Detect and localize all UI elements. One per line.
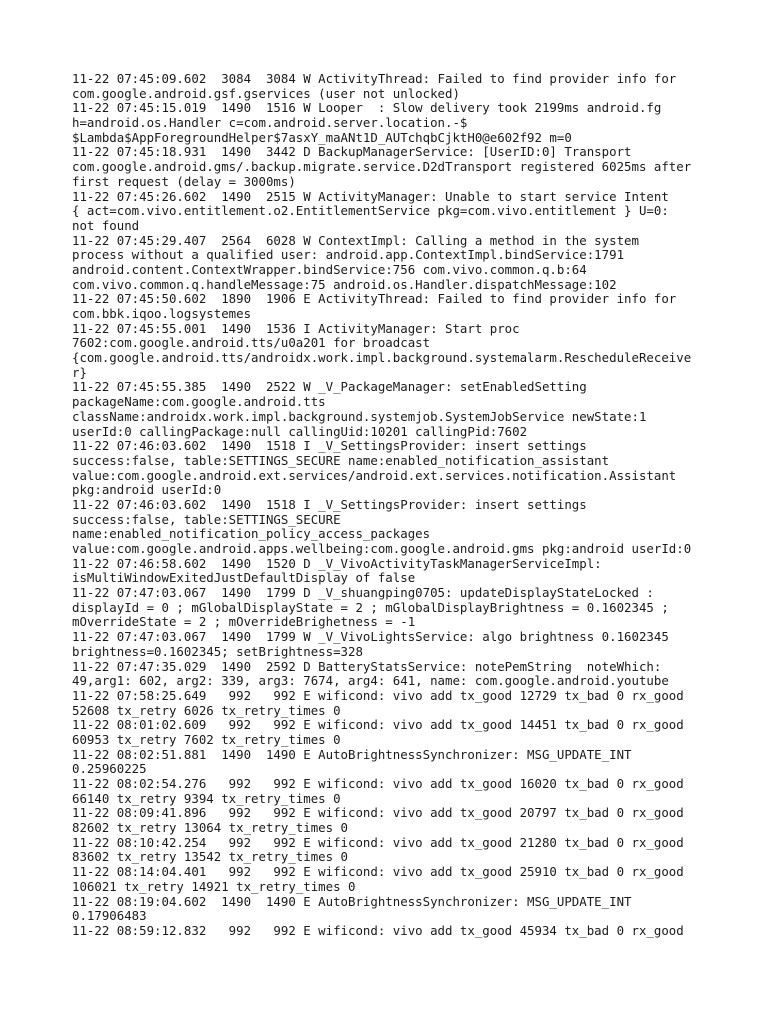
log-line: 11-22 08:19:04.602 1490 1490 E AutoBrightnessSynchronizer: MSG_UPDATE_INT bbox=[72, 893, 632, 909]
log-line: 11-22 07:47:03.067 1490 1799 W _V_VivoLightsService: algo brightness 0.1602345 bbox=[72, 629, 669, 645]
log-line: className:androidx.work.impl.background.systemjob.SystemJobService newState:1 bbox=[72, 408, 647, 424]
log-line: 49,arg1: 602, arg2: 339, arg3: 7674, arg4: 641, name: com.google.android.youtube bbox=[72, 673, 669, 689]
log-line: 11-22 07:45:50.602 1890 1906 E ActivityThread: Failed to find provider info for bbox=[72, 291, 677, 307]
log-line: 11-22 07:45:09.602 3084 3084 W ActivityThread: Failed to find provider info for bbox=[72, 71, 677, 86]
log-line: 11-22 07:45:18.931 1490 3442 D BackupManagerService: [UserID:0] Transport bbox=[72, 144, 632, 160]
log-line: h=android.os.Handler c=com.android.server.location.-$ bbox=[72, 115, 468, 131]
log-line: 11-22 08:02:54.276 992 992 E wificond: vivo add tx_good 16020 tx_bad 0 rx_good bbox=[72, 776, 684, 791]
log-line: com.google.android.gms/.backup.migrate.service.D2dTransport registered 6025ms after bbox=[72, 159, 692, 175]
log-line: {com.google.android.tts/androidx.work.impl.background.systemalarm.RescheduleReceive bbox=[72, 350, 692, 366]
log-line: { act=com.vivo.entitlement.o2.EntitlementService pkg=com.vivo.entitlement } U=0: bbox=[72, 203, 669, 219]
log-line: first request (delay = 3000ms) bbox=[72, 173, 296, 189]
log-line: not found bbox=[72, 217, 140, 233]
log-line: com.bbk.iqoo.logsystemes bbox=[72, 306, 252, 321]
log-line: com.google.android.gsf.gservices (user not unlocked) bbox=[72, 85, 460, 101]
log-line: process without a qualified user: android.app.ContextImpl.bindService:1791 bbox=[72, 247, 625, 263]
log-line: 7602:com.google.android.tts/u0a201 for broadcast bbox=[72, 335, 431, 351]
log-line: 11-22 07:45:55.385 1490 2522 W _V_PackageManager: setEnabledSetting bbox=[72, 379, 587, 395]
log-line: 11-22 07:45:29.407 2564 6028 W ContextImpl: Calling a method in the system bbox=[72, 232, 639, 248]
log-line: 52608 tx_retry 6026 tx_retry_times 0 bbox=[72, 702, 341, 718]
log-line: success:false, table:SETTINGS_SECURE bbox=[72, 511, 341, 527]
log-line: 11-22 08:09:41.896 992 992 E wificond: vivo add tx_good 20797 tx_bad 0 rx_good bbox=[72, 805, 684, 821]
log-line: 11-22 07:46:58.602 1490 1520 D _V_VivoActivityTaskManagerServiceImpl: bbox=[72, 555, 602, 571]
log-line: com.vivo.common.q.handleMessage:75 android.os.Handler.dispatchMessage:102 bbox=[72, 276, 617, 292]
log-line: brightness=0.1602345; setBrightness=328 bbox=[72, 643, 363, 659]
log-line: 11-22 07:46:03.602 1490 1518 I _V_SettingsProvider: insert settings bbox=[72, 438, 587, 454]
log-line: 66140 tx_retry 9394 tx_retry_times 0 bbox=[72, 790, 341, 806]
log-line: 11-22 07:45:15.019 1490 1516 W Looper : Slow delivery took 2199ms android.fg bbox=[72, 100, 662, 116]
log-line: userId:0 callingPackage:null callingUid:10201 callingPid:7602 bbox=[72, 423, 528, 439]
log-line: 11-22 08:02:51.881 1490 1490 E AutoBrightnessSynchronizer: MSG_UPDATE_INT bbox=[72, 746, 632, 762]
log-line: 11-22 07:45:55.001 1490 1536 I ActivityManager: Start proc bbox=[72, 320, 520, 336]
log-line: $Lambda$AppForegroundHelper$7asxY_maANt1D_AUTchqbCjktH0@e602f92 m=0 bbox=[72, 129, 572, 145]
log-line: isMultiWindowExitedJustDefaultDisplay of false bbox=[72, 570, 416, 586]
log-line: 11-22 08:59:12.832 992 992 E wificond: vivo add tx_good 45934 tx_bad 0 rx_good bbox=[72, 922, 684, 938]
log-line: displayId = 0 ; mGlobalDisplayState = 2 ; mGlobalDisplayBrightness = 0.1602345 ; bbox=[72, 599, 669, 615]
log-line: 0.17906483 bbox=[72, 908, 147, 924]
log-line: mOverrideState = 2 ; mOverrideBrighetness = -1 bbox=[72, 614, 416, 630]
log-line: packageName:com.google.android.tts bbox=[72, 394, 326, 410]
log-line: value:com.google.android.apps.wellbeing:com.google.android.gms pkg:android userId:0 bbox=[72, 541, 692, 556]
log-line: r} bbox=[72, 364, 87, 380]
log-line: pkg:android userId:0 bbox=[72, 482, 222, 498]
log-line: 11-22 07:46:03.602 1490 1518 I _V_SettingsProvider: insert settings bbox=[72, 496, 587, 512]
log-line: value:com.google.android.ext.services/android.ext.services.notification.Assistant bbox=[72, 467, 677, 483]
log-line: 11-22 07:47:35.029 1490 2592 D BatteryStatsService: notePemString noteWhich: bbox=[72, 658, 662, 674]
log-line: 11-22 07:58:25.649 992 992 E wificond: vivo add tx_good 12729 tx_bad 0 rx_good bbox=[72, 687, 684, 703]
log-line: 83602 tx_retry 13542 tx_retry_times 0 bbox=[72, 849, 349, 865]
log-line: 82602 tx_retry 13064 tx_retry_times 0 bbox=[72, 820, 349, 836]
log-line: name:enabled_notification_policy_access_packages bbox=[72, 526, 431, 542]
log-line: 11-22 08:10:42.254 992 992 E wificond: vivo add tx_good 21280 tx_bad 0 rx_good bbox=[72, 834, 684, 850]
log-text-block bbox=[72, 72, 702, 939]
log-line: 11-22 07:47:03.067 1490 1799 D _V_shuangping0705: updateDisplayStateLocked : bbox=[72, 585, 654, 601]
log-line: android.content.ContextWrapper.bindService:756 com.vivo.common.q.b:64 bbox=[72, 261, 587, 277]
log-line: 11-22 07:45:26.602 1490 2515 W ActivityManager: Unable to start service Intent bbox=[72, 188, 669, 204]
log-line: 11-22 08:14:04.401 992 992 E wificond: vivo add tx_good 25910 tx_bad 0 rx_good bbox=[72, 864, 684, 880]
log-line: 11-22 08:01:02.609 992 992 E wificond: vivo add tx_good 14451 tx_bad 0 rx_good bbox=[72, 717, 684, 733]
log-line: 0.25960225 bbox=[72, 761, 147, 777]
log-line: 60953 tx_retry 7602 tx_retry_times 0 bbox=[72, 731, 341, 747]
log-line: 106021 tx_retry 14921 tx_retry_times 0 bbox=[72, 878, 356, 894]
log-line: success:false, table:SETTINGS_SECURE name:enabled_notification_assistant bbox=[72, 452, 610, 468]
